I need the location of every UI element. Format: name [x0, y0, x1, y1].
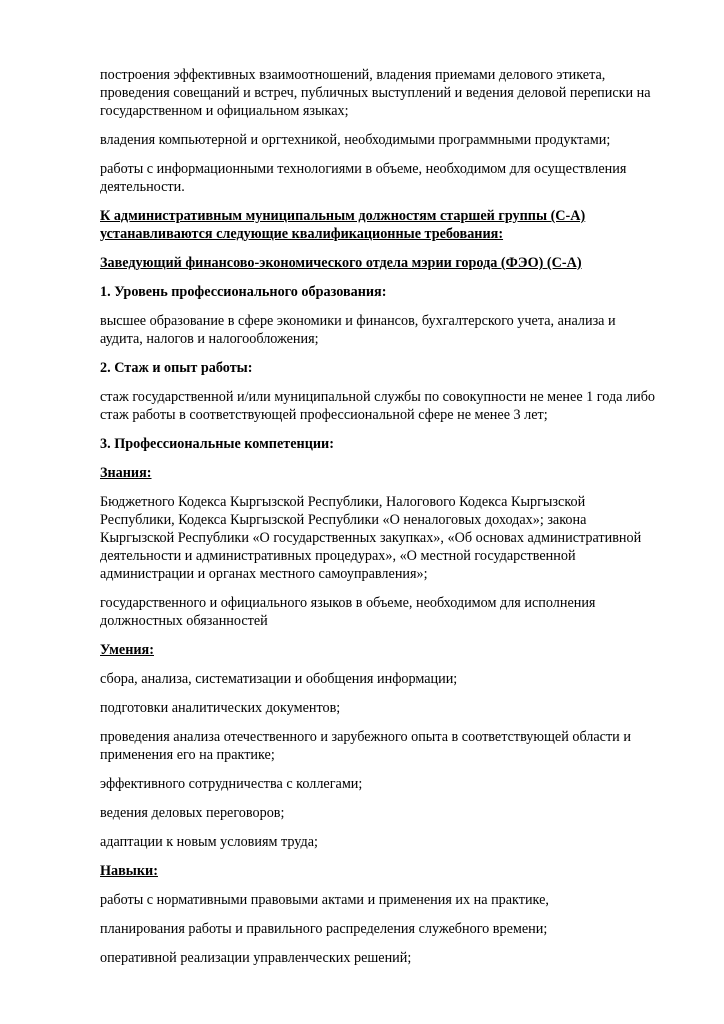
list-item-ability: эффективного сотрудничества с коллегами; — [100, 776, 363, 792]
paragraph-experience: стаж государственной и/или муниципальной службы по совокупности не менее 1 года либо стаж работы в соответствующей профессиональной сфере не менее 3 лет; — [100, 389, 656, 423]
subheading-abilities: Умения: — [100, 642, 154, 658]
section-heading-senior-group: К административным муниципальным должностям старшей группы (С-А) устанавливаются следующие квалификационные требования: — [100, 208, 586, 242]
subheading-knowledge: Знания: — [100, 465, 152, 481]
subheading-skills: Навыки: — [100, 863, 158, 879]
heading-competencies: 3. Профессиональные компетенции: — [100, 436, 334, 452]
paragraph-computer-skills: владения компьютерной и оргтехникой, необходимыми программными продуктами; — [100, 132, 611, 148]
position-title: Заведующий финансово-экономического отдела мэрии города (ФЭО) (С-А) — [100, 255, 582, 271]
list-item-ability: проведения анализа отечественного и зарубежного опыта в соответствующей области и применения его на практике; — [100, 729, 631, 763]
list-item-ability: адаптации к новым условиям труда; — [100, 834, 318, 850]
paragraph-education: высшее образование в сфере экономики и финансов, бухгалтерского учета, анализа и аудита, налогов и налогообложения; — [100, 313, 616, 347]
list-item-ability: ведения деловых переговоров; — [100, 805, 285, 821]
list-item-ability: подготовки аналитических документов; — [100, 700, 341, 716]
heading-experience: 2. Стаж и опыт работы: — [100, 360, 253, 376]
list-item-skill: работы с нормативными правовыми актами и применения их на практике, — [100, 892, 549, 908]
list-item-skill: оперативной реализации управленческих решений; — [100, 950, 412, 966]
list-item-ability: сбора, анализа, систематизации и обобщения информации; — [100, 671, 458, 687]
paragraph-it-skills: работы с информационными технологиями в объеме, необходимом для осуществления деятельности. — [100, 161, 627, 195]
heading-education-level: 1. Уровень профессионального образования: — [100, 284, 387, 300]
list-item-skill: планирования работы и правильного распределения служебного времени; — [100, 921, 548, 937]
paragraph-business-relations: построения эффективных взаимоотношений, владения приемами делового этикета, проведения совещаний и встреч, публичных выступлений и ведения деловой переписки на государственном и официальном языках; — [100, 67, 651, 119]
paragraph-knowledge-languages: государственного и официального языков в объеме, необходимом для исполнения должностных обязанностей — [100, 595, 596, 629]
paragraph-knowledge-laws: Бюджетного Кодекса Кыргызской Республики, Налогового Кодекса Кыргызской Республики, Кодекса Кыргызской Республики «О неналоговых доходах»; закона Кыргызской Республики «О государственных закупках», «Об основах административной деятельности и административных процедурах», «О местной государственной администрации и органах местного самоуправления»; — [100, 494, 642, 582]
